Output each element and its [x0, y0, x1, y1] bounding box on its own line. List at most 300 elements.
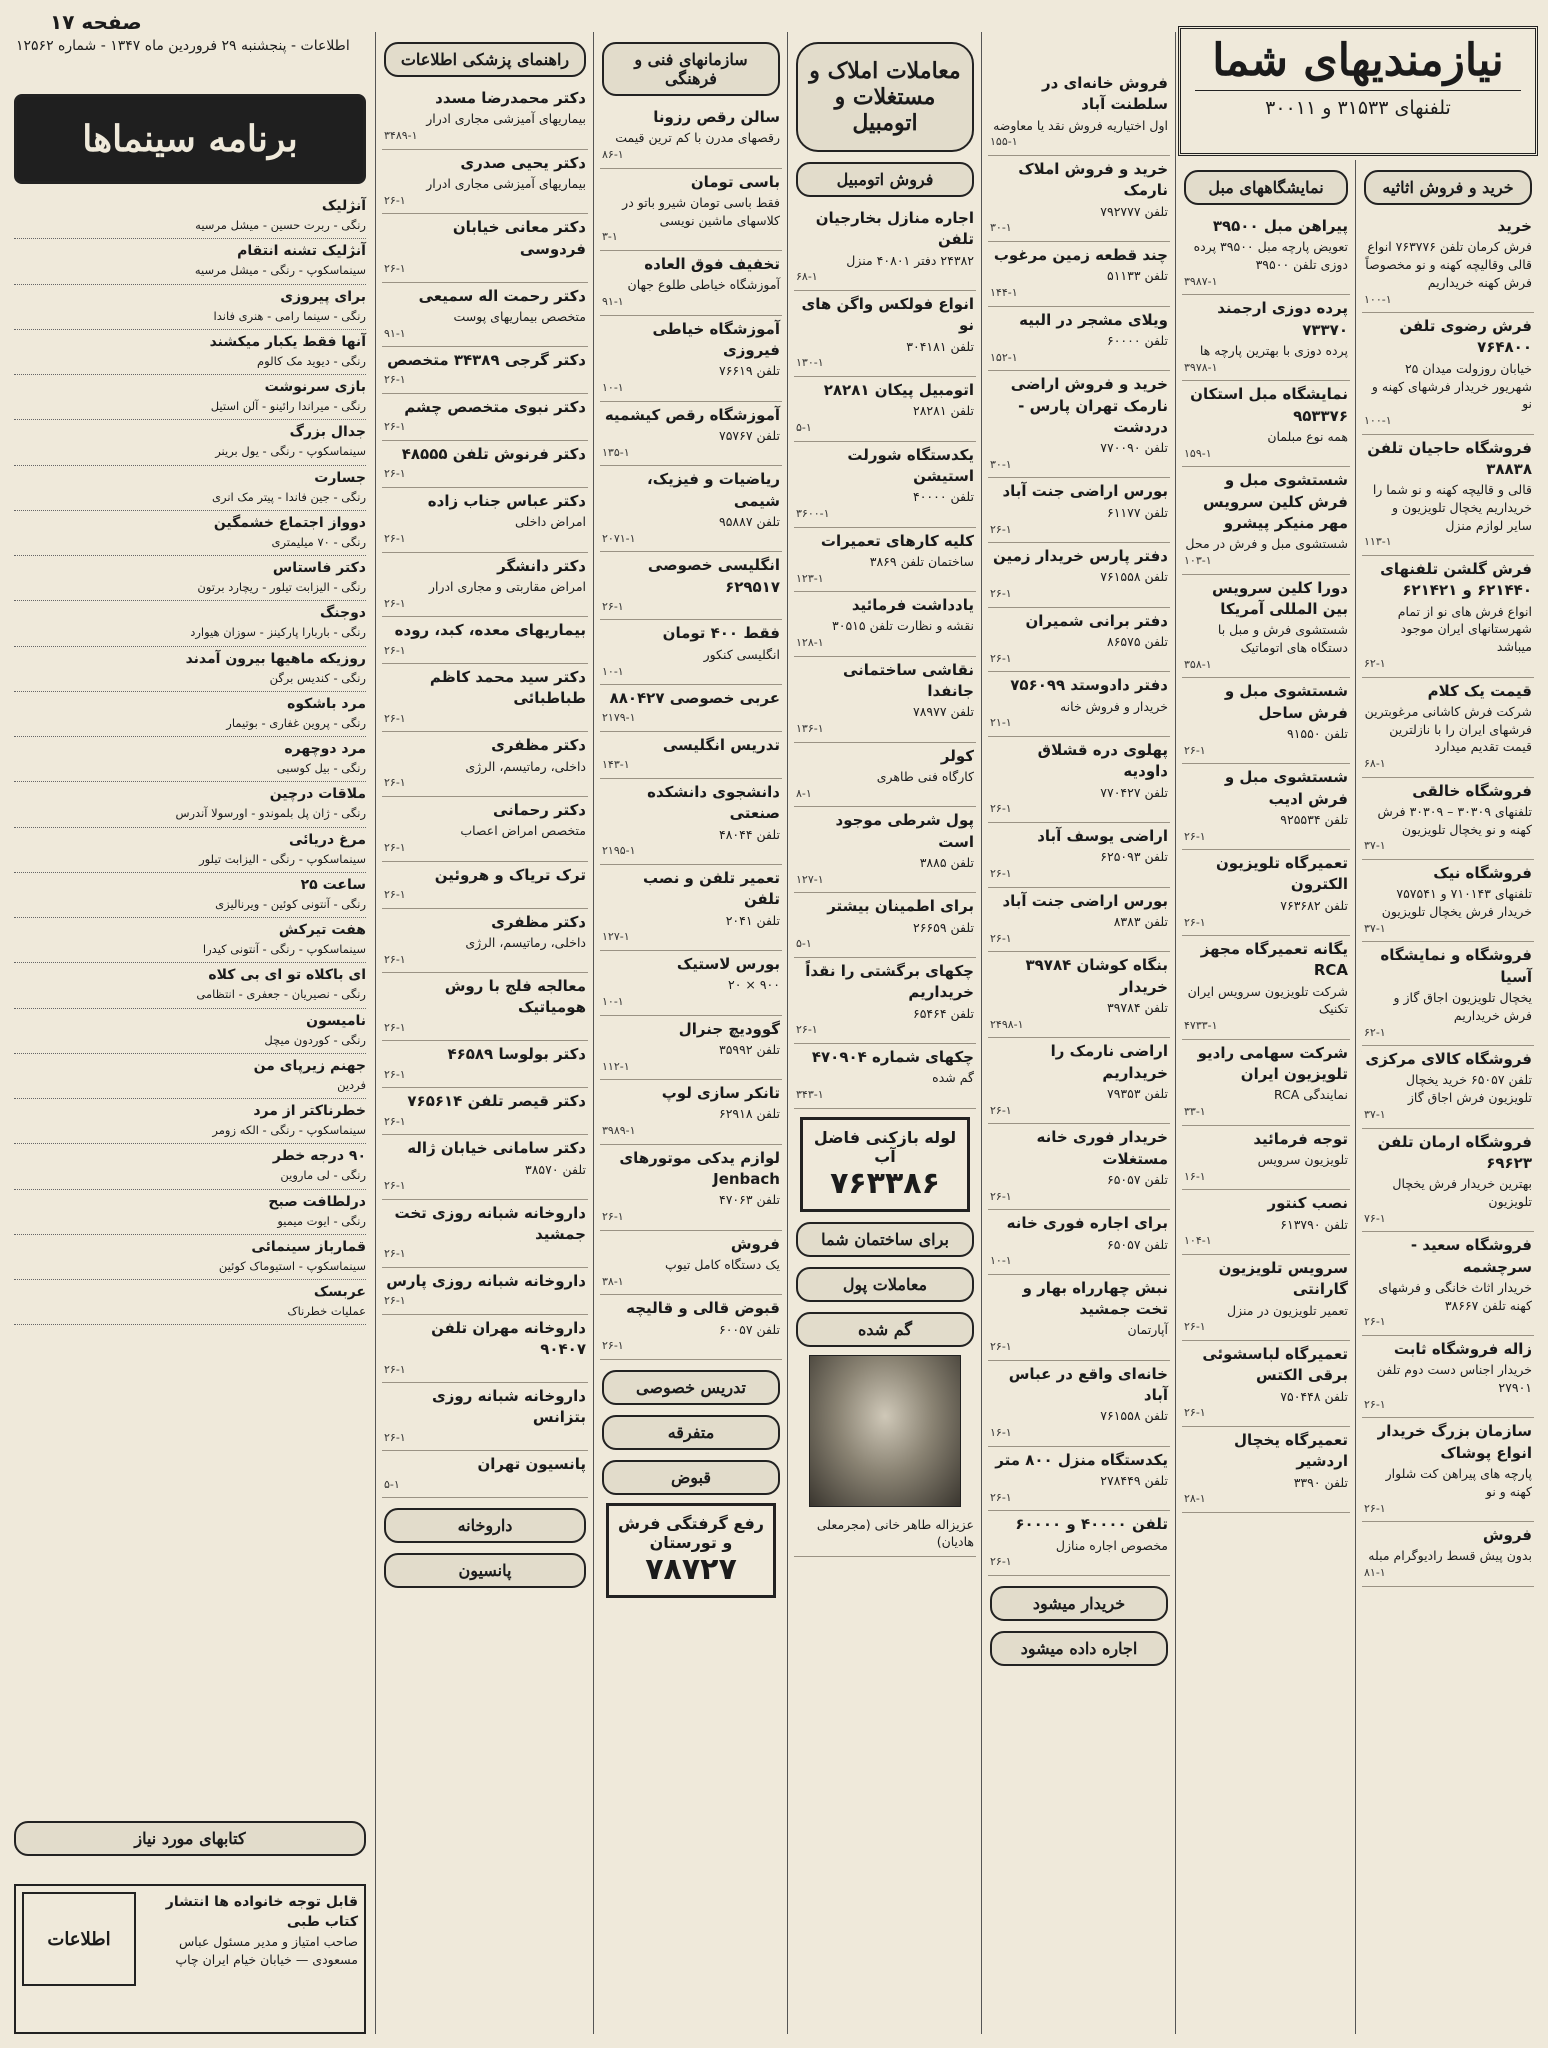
- ad-body: قالی و قالیچه کهنه و نو شما را خریداریم یخچال تلویزیون و سایر لوازم منزل: [1372, 482, 1532, 533]
- ad-body: تلفن ۲۶۶۵۹: [912, 919, 974, 935]
- ad-body: تلفن ۶۲۵۰۹۳: [1100, 849, 1168, 865]
- column-6-ads: [382, 85, 588, 1498]
- classified-ad: [382, 347, 588, 394]
- ad-heading: دکتر رحمانی: [492, 800, 586, 819]
- classified-ad: [600, 779, 782, 865]
- classified-ad: [382, 797, 588, 862]
- ad-code: ۱۰۰-۱: [1364, 292, 1392, 306]
- ad-code: ۲۶-۱: [990, 931, 1012, 945]
- classified-ad: [1182, 850, 1350, 936]
- ad-heading: دکتر سامانی خیابان ژاله: [407, 1139, 586, 1158]
- classified-ad: [600, 1295, 782, 1360]
- classified-ad: [988, 1447, 1170, 1512]
- ad-code: ۱۰-۱: [990, 1254, 1012, 1268]
- ad-body: تعمیر تلویزیون در منزل: [1227, 1302, 1348, 1318]
- classified-ad: [1362, 1046, 1534, 1128]
- cinema-listing: [14, 918, 366, 963]
- ad-body: شستشوی مبل و فرش در محل: [1185, 536, 1348, 552]
- ad-code: ۳۷-۱: [1364, 839, 1386, 853]
- ad-code: ۱۰۴-۱: [1184, 1234, 1212, 1248]
- film-title: مرد باشکوه: [287, 695, 366, 712]
- ad-heading: دانشجوی دانشکده صنعتی: [647, 782, 780, 823]
- ad-body: تلفن ۹۲۵۵۳۴: [1280, 811, 1348, 827]
- ad-heading: اراضی یوسف آباد: [1037, 827, 1168, 846]
- section-header-building: برای ساختمان شما: [796, 1222, 974, 1257]
- film-details: رنگی - ربرت حسین - میشل مرسیه: [195, 218, 366, 232]
- film-title: برای پیروزی: [280, 288, 366, 305]
- ad-heading: یکدستگاه منزل ۸۰۰ متر: [995, 1450, 1168, 1469]
- ad-heading: تانکر سازی لوپ: [661, 1084, 780, 1103]
- ad-code: ۲۶-۱: [384, 887, 406, 901]
- classified-ad: [1362, 556, 1534, 677]
- ad-code: ۹۱-۱: [602, 295, 624, 309]
- cinema-listing: [14, 692, 366, 737]
- cinema-listing: [14, 647, 366, 692]
- ad-code: ۱۱۳-۱: [1364, 535, 1392, 549]
- ad-heading: انگلیسی خصوصی ۶۲۹۵۱۷: [647, 556, 780, 596]
- classified-ad: [382, 1315, 588, 1383]
- section-header-to-buy: خریدار میشود: [990, 1586, 1168, 1621]
- film-details: سینماسکوپ - رنگی - الیزابت تیلور: [199, 851, 366, 866]
- ad-body: تلفن ۷۶۱۵۵۸: [1100, 1408, 1168, 1424]
- film-details: رنگی - جین فاندا - پیتر مک انری: [211, 489, 366, 504]
- ad-code: ۳۰-۱: [990, 457, 1012, 471]
- ad-heading: انواع فولکس واگن های نو: [801, 294, 974, 335]
- column-divider: [593, 32, 594, 2034]
- ad-code: ۳۹۷۸-۱: [1184, 360, 1218, 374]
- ad-body: امراض مقاربتی و مجاری ادرار: [428, 578, 586, 594]
- ad-body: تلفنهای ۷۱۰۱۴۳ و ۷۵۷۵۴۱ خریدار فرش یخچال تلویزیون: [1381, 886, 1532, 920]
- ad-code: ۲۶-۱: [384, 1179, 406, 1193]
- box-ad-phone: ۷۸۷۲۷: [645, 1552, 737, 1588]
- classified-ad: [382, 1268, 588, 1315]
- cinema-listing: [14, 963, 366, 1008]
- film-details: رنگی - میراندا رائینو - آلن استیل: [210, 399, 366, 413]
- classified-ad: [382, 862, 588, 909]
- ad-body: تلفنهای ۳۰۳۰۹ – ۳۰۳۰۹ فرش کهنه و نو یخچال تلویزیون: [1377, 803, 1532, 837]
- classified-ad: [382, 488, 588, 553]
- classified-ad: [1182, 1040, 1350, 1126]
- film-title: جدال بزرگ: [289, 424, 366, 441]
- classified-ad: [382, 283, 588, 348]
- classified-ad: [1362, 1418, 1534, 1522]
- classified-ad: [988, 672, 1170, 737]
- film-details: سینماسکوپ - استیوماک کوئین: [218, 1258, 366, 1273]
- ad-heading: پول شرطی موجود است: [835, 811, 974, 851]
- film-details: سینماسکوپ - رنگی - الکه زومر: [212, 1123, 366, 1137]
- film-details: رنگی - الیزابت تیلور - ریچارد برتون: [197, 580, 366, 594]
- cinema-listing: [14, 1144, 366, 1189]
- ad-body: تلفن ۶۲۹۱۸: [718, 1106, 780, 1122]
- ad-heading: ویلای مشجر در البیه: [1019, 310, 1168, 329]
- classified-ad: [794, 743, 976, 808]
- classified-ad: [382, 1383, 588, 1451]
- film-details: رنگی - ۷۰ میلیمتری: [271, 534, 366, 549]
- ad-heading: دکتر گرجی ۳۴۳۸۹ متخصص: [387, 351, 586, 370]
- film-title: بازی سرنوشت: [264, 379, 366, 395]
- classified-ad: [988, 478, 1170, 543]
- film-details: عملیات خطرناک: [287, 1304, 366, 1318]
- ad-body: تلفن ۷۷۰۴۲۷: [1100, 784, 1168, 800]
- ad-code: ۲۶-۱: [384, 596, 406, 610]
- cinema-listing: [14, 1054, 366, 1099]
- ad-code: ۳-۱: [602, 230, 618, 244]
- ad-code: ۳۸-۱: [602, 1274, 624, 1288]
- column-2: [1178, 160, 1354, 2038]
- classified-ad: [988, 1038, 1170, 1124]
- classified-ad: [1182, 295, 1350, 381]
- ad-body: تلفن ۷۵۰۴۴۸: [1280, 1388, 1348, 1404]
- ad-heading: یکدستگاه شورلت استیشن: [847, 445, 974, 485]
- ad-heading: دکتر نبوی متخصص چشم: [404, 398, 586, 417]
- film-details: رنگی - ایوت میمیو: [277, 1213, 366, 1228]
- ad-heading: پیراهن مبل ۳۹۵۰۰: [1212, 217, 1348, 235]
- classified-ad: [988, 371, 1170, 478]
- ad-code: ۱۴۳-۱: [602, 758, 630, 772]
- classified-ad: [600, 685, 782, 732]
- ad-code: ۳۷-۱: [1364, 921, 1386, 935]
- ad-code: ۲۶-۱: [990, 1189, 1012, 1203]
- column-divider: [787, 32, 788, 2034]
- ad-body: انگلیسی کنکور: [703, 646, 780, 662]
- ad-heading: دکتر مظفری: [491, 912, 586, 931]
- ad-heading: پرده دوزی ارجمند ۷۳۳۷۰: [1217, 299, 1348, 339]
- ad-body: شستشوی فرش و مبل با دستگاه های اتوماتیک: [1217, 622, 1348, 655]
- ad-body: انواع فرش های نو از تمام شهرستانهای ایران موجود میباشد: [1397, 603, 1532, 655]
- ad-heading: توجه فرمائید: [1253, 1129, 1348, 1148]
- classified-ad: [1182, 213, 1350, 295]
- ad-code: ۱۰-۱: [602, 381, 624, 395]
- ad-code: ۳۵۸-۱: [1184, 657, 1212, 671]
- ad-body: همه نوع مبلمان: [1267, 428, 1348, 444]
- ad-body: خریدار اجناس دست دوم تلفن ۲۷۹۰۱: [1376, 1362, 1532, 1396]
- ad-code: ۸۶-۱: [602, 148, 624, 162]
- classified-ad: [1362, 213, 1534, 313]
- classified-ad: [600, 104, 782, 169]
- ad-body: تلفن ۳۹۷۸۴: [1106, 999, 1168, 1015]
- classified-ad: [382, 1451, 588, 1498]
- ad-heading: دکتر بولوسا ۴۶۵۸۹: [447, 1045, 586, 1064]
- ad-heading: بنگاه کوشان ۳۹۷۸۴ خریدار: [1025, 956, 1168, 996]
- ad-heading: داروخانه شبانه روزی تخت جمشید: [394, 1203, 586, 1244]
- books-ad: قابل توجه خانواده ها انتشار کتاب طبی: [165, 1894, 358, 1931]
- classified-ad: [988, 242, 1170, 307]
- classified-ad: [600, 169, 782, 251]
- classified-ad: [1362, 860, 1534, 942]
- ad-heading: فروش خانه‌ای در سلطنت آباد: [1041, 74, 1168, 114]
- classified-ad: [382, 1088, 588, 1135]
- ad-heading: اجاره منازل بخارجیان تلفن: [815, 209, 974, 249]
- cinema-listing: [14, 511, 366, 556]
- ad-code: ۲۶-۱: [384, 467, 406, 481]
- cinema-listing: [14, 330, 366, 375]
- ad-code: ۲۶-۱: [384, 1430, 406, 1444]
- classified-ad: [382, 973, 588, 1041]
- ad-code: ۲۶-۱: [1184, 829, 1206, 843]
- ad-heading: دکتر قیصر تلفن ۷۶۵۶۱۴: [407, 1092, 586, 1111]
- classified-ad: [988, 1361, 1170, 1447]
- ad-heading: خرید و فروش اراضی نارمک تهران پارس - دردشت: [1010, 375, 1168, 436]
- ad-code: ۲۶-۱: [384, 1362, 406, 1376]
- ad-body: فرش کرمان تلفن ۷۶۳۷۷۶ انواع قالی وقالیچه کهنه و نو مخصوصاً فرش کهنه خریداریم: [1365, 239, 1532, 290]
- ad-body: تلفن ۳۸۸۵: [919, 855, 974, 871]
- ad-code: ۲۶-۱: [384, 643, 406, 657]
- column-divider: [981, 32, 982, 2034]
- classified-ad: [382, 214, 588, 282]
- classified-ad: [794, 205, 976, 291]
- film-details: رنگی - سینما رامی - هنری فاندا: [213, 308, 366, 323]
- classified-ad: [794, 592, 976, 657]
- ad-heading: فروش: [730, 1234, 780, 1253]
- ad-heading: دفتر برانی شمیران: [1025, 611, 1168, 630]
- ad-code: ۱۰-۱: [602, 994, 624, 1008]
- classified-ad: [382, 441, 588, 488]
- page-strip: [10, 10, 370, 88]
- ad-code: ۲۶-۱: [384, 261, 406, 275]
- classified-ad: [988, 888, 1170, 953]
- film-details: فردین: [337, 1077, 366, 1092]
- film-title: عربسک: [313, 1284, 366, 1300]
- classified-ad: [382, 150, 588, 215]
- ad-heading: دکتر فرنوش تلفن ۴۸۵۵۵: [401, 444, 586, 463]
- classified-ad: [988, 1511, 1170, 1576]
- ad-code: ۲۴۹۸-۱: [990, 1017, 1024, 1031]
- ad-heading: دفتر دادوستد ۷۵۶۰۹۹: [1010, 676, 1168, 695]
- classified-ad: [382, 909, 588, 974]
- ad-heading: تعمیر تلفن و نصب تلفن: [643, 868, 780, 909]
- ad-body: داخلی، رماتیسم، الرژی: [465, 934, 586, 950]
- ad-heading: یادداشت فرمائید: [851, 596, 974, 615]
- film-title: دوواز اجتماع خشمگین: [213, 514, 366, 531]
- section-header-technical-cultural: سازمانهای فنی و فرهنگی: [602, 42, 780, 96]
- film-details: سینماسکوپ - رنگی - میشل مرسیه: [194, 263, 366, 278]
- section-header-pharmacy: داروخانه: [384, 1508, 586, 1543]
- ad-body: ساختمان تلفن ۳۸۶۹: [869, 553, 974, 569]
- ad-body: تلفن ۲۸۲۸۱: [912, 403, 974, 419]
- classified-ad: [600, 620, 782, 685]
- film-title: روزیکه ماهیها بیرون آمدند: [185, 650, 366, 667]
- classified-ad: [600, 466, 782, 552]
- classified-ad: [988, 307, 1170, 372]
- classified-ad: [794, 657, 976, 743]
- ad-heading: اراضی نارمک را خریداریم: [1050, 1042, 1168, 1082]
- ad-heading: سرویس تلویزیون گارانتی: [1218, 1259, 1348, 1299]
- ad-code: ۵-۱: [384, 1477, 400, 1491]
- cinema-listing: [14, 828, 366, 873]
- ad-heading: عربی خصوصی ۸۸۰۴۲۷: [609, 689, 780, 708]
- film-title: ملاقات درچین: [269, 786, 366, 803]
- classified-ad: [382, 394, 588, 441]
- imprint-line: صاحب امتیاز و مدیر مسئول عباس مسعودی — خیابان خیام ایران چاپ: [175, 1933, 358, 1967]
- classified-ad: [794, 291, 976, 377]
- ad-body: کارگاه فنی طاهری: [876, 769, 974, 785]
- section-header-books: کتابهای مورد نیاز: [14, 1821, 366, 1856]
- ad-heading: فروشگاه کالای مرکزی: [1365, 1050, 1532, 1069]
- classified-ad: [988, 1124, 1170, 1210]
- ad-body: تلفن ۷۶۶۱۹: [718, 363, 780, 379]
- ad-heading: بورس اراضی جنت آباد: [1002, 891, 1168, 910]
- classified-ad: [600, 1145, 782, 1231]
- film-title: درلطافت صبح: [268, 1193, 366, 1210]
- ad-code: ۶۲-۱: [1364, 656, 1386, 670]
- ad-body: تلفن ۶۰۰۰۰: [1106, 332, 1168, 348]
- ad-heading: بورس اراضی جنت آباد: [1002, 482, 1168, 501]
- ad-code: ۳۹۸۹-۱: [602, 1124, 636, 1138]
- ad-code: ۱۵۵-۱: [990, 135, 1018, 149]
- film-title: مرد دوچهره: [284, 741, 366, 757]
- ad-heading: خرید و فروش املاک نارمک: [1018, 159, 1168, 200]
- ad-code: ۲۶-۱: [384, 420, 406, 434]
- classified-ad: [1182, 575, 1350, 679]
- ad-heading: آموزشگاه رقص کیشمیه: [604, 405, 780, 424]
- ad-heading: شستشوی مبل و فرش ادیب: [1224, 768, 1348, 808]
- ad-heading: ترک تریاک و هروئین: [434, 865, 586, 884]
- section-header-receipts: قبوض: [602, 1460, 780, 1495]
- classified-ad: [988, 952, 1170, 1038]
- ad-heading: داروخانه شبانه روزی پارس: [386, 1272, 586, 1291]
- section-header-private-tutoring: تدریس خصوصی: [602, 1370, 780, 1405]
- ad-code: ۲۱-۱: [990, 716, 1012, 730]
- ad-heading: شستشوی مبل و فرش کلین سرویس مهر منیکر پیشرو: [1202, 471, 1348, 532]
- ad-code: ۲۶-۱: [990, 1555, 1012, 1569]
- film-details: رنگی - کندیس برگن: [269, 670, 366, 685]
- ad-code: ۲۶-۱: [384, 776, 406, 790]
- film-title: جهنم زیرپای من: [253, 1057, 366, 1074]
- section-header-furniture-showrooms: نمایشگاههای مبل: [1184, 170, 1348, 205]
- ad-heading: دکتر یحیی صدری: [460, 153, 586, 172]
- box-ad-text: رفع گرفتگی فرش و تورستان: [617, 1514, 765, 1553]
- ad-body: متخصص امراض اعصاب: [460, 823, 586, 839]
- ad-code: ۲۶-۱: [384, 1294, 406, 1308]
- film-details: رنگی - پروین غفاری - بوتیمار: [226, 715, 366, 730]
- ad-code: ۱۲۷-۱: [796, 872, 824, 886]
- film-title: آنژلیک تشنه انتقام: [237, 243, 366, 260]
- ad-body: تلفن ۳۳۹۰: [1293, 1474, 1348, 1490]
- film-title: آنژلیک: [321, 198, 366, 214]
- section-header-lost: گم شده: [796, 1312, 974, 1347]
- classified-ad: [988, 1275, 1170, 1361]
- ad-heading: نقاشی ساختمانی جانفدا: [842, 660, 974, 701]
- ad-heading: یگانه تعمیرگاه مجهز RCA: [1200, 940, 1348, 980]
- classified-ad: [794, 958, 976, 1044]
- ad-heading: دفتر پارس خریدار زمین: [993, 547, 1168, 566]
- ad-heading: نصب کنتور: [1267, 1194, 1348, 1213]
- column-4: [790, 32, 980, 2038]
- ad-heading: دورا کلین سرویس بین المللی آمریکا: [1212, 578, 1348, 618]
- film-title: نامیسون: [306, 1012, 366, 1029]
- classified-ad: [1182, 1427, 1350, 1513]
- ad-code: ۱۰-۱: [602, 664, 624, 678]
- ad-code: ۳۶۰۰-۱: [796, 506, 830, 520]
- cinema-listing: [14, 782, 366, 827]
- film-details: رنگی - کوردون میچل: [264, 1032, 366, 1047]
- masthead-title: نیازمندیهای شما: [1212, 35, 1504, 86]
- ad-body: بهترین خریدار فرش یخچال تلویزیون: [1392, 1176, 1532, 1209]
- classified-ad: [1182, 936, 1350, 1040]
- ad-heading: سازمان بزرگ خریدار انواع پوشاک: [1377, 1422, 1532, 1462]
- ad-code: ۲۶-۱: [384, 373, 406, 387]
- ad-body: پرده دوزی با بهترین پارچه ها: [1199, 343, 1348, 358]
- classified-ad: [1182, 1126, 1350, 1191]
- ad-body: تلفن ۷۵۷۶۷: [718, 427, 780, 443]
- column-divider: [1355, 160, 1356, 2034]
- column-2-ads: [1182, 213, 1350, 1513]
- ad-code: ۱۰۳-۱: [1184, 553, 1212, 567]
- ad-code: ۶۸-۱: [1364, 757, 1386, 771]
- ad-heading: فرش گلشن تلفنهای ۶۲۱۴۴۰ و ۶۲۱۴۲۱: [1380, 560, 1532, 600]
- classified-ad: [794, 807, 976, 893]
- section-header-real-estate: معاملات املاک و مستغلات و اتومبیل: [796, 42, 974, 152]
- ad-code: ۳۹۸۷-۱: [1184, 274, 1218, 288]
- masthead: [1178, 26, 1538, 156]
- classified-ad: [1362, 1129, 1534, 1233]
- ad-heading: چکهای برگشتی را نقداً خریداریم: [805, 962, 974, 1002]
- ad-heading: دکتر دانشگر: [497, 556, 586, 575]
- film-title: جسارت: [314, 469, 366, 486]
- ad-body: تلفن ۶۱۱۷۷: [1106, 504, 1168, 520]
- ad-code: ۲۶-۱: [990, 651, 1012, 665]
- column-5-ads: [600, 104, 782, 1360]
- ad-heading: داروخانه مهران تلفن ۹۰۴۰۷: [431, 1318, 586, 1359]
- ad-heading: خریدار فوری خانه مستغلات: [1036, 1128, 1168, 1168]
- imprint-text: [140, 1892, 358, 1969]
- ad-heading: دکتر مظفری: [491, 736, 586, 755]
- ad-code: ۶۸-۱: [796, 270, 818, 284]
- ad-code: ۲۰۷۱-۱: [602, 531, 636, 545]
- cinema-listing: [14, 737, 366, 782]
- ad-body: تلفن ۷۶۳۶۸۲: [1280, 897, 1348, 913]
- ad-code: ۲۶-۱: [1364, 1501, 1386, 1515]
- ad-body: شرکت تلویزیون سرویس ایران تکنیک: [1187, 983, 1348, 1017]
- ad-code: ۲۶-۱: [1184, 1320, 1206, 1334]
- ad-heading: کلیه کارهای تعمیرات: [820, 531, 974, 550]
- film-title: هفت تیرکش: [278, 922, 366, 938]
- ad-heading: خرید: [1497, 217, 1532, 235]
- classified-ad: [1362, 1522, 1534, 1587]
- film-details: رنگی - ژان پل بلموندو - اورسولا آندرس: [175, 806, 366, 821]
- cinema-listing: [14, 1235, 366, 1280]
- ad-heading: ریاضیات و فیزیک، شیمی: [647, 470, 780, 510]
- ad-code: ۳۷-۱: [1364, 1107, 1386, 1121]
- classified-ad: [1362, 313, 1534, 434]
- ad-code: ۴۷۳۳-۱: [1184, 1019, 1218, 1033]
- ad-code: ۸۱-۱: [1364, 1566, 1386, 1580]
- newspaper-logo: اطلاعات: [22, 1892, 136, 1986]
- film-title: ساعت ۲۵: [300, 876, 366, 893]
- film-details: سینماسکوپ - رنگی - یول برینر: [215, 444, 366, 459]
- portrait-photo: [809, 1355, 961, 1507]
- ad-body: گم شده: [932, 1070, 974, 1086]
- ad-heading: فرش رضوی تلفن ۷۶۴۸۰۰: [1399, 317, 1532, 357]
- film-title: دکتر فاستاس: [272, 560, 366, 576]
- ad-code: ۲۶-۱: [602, 1210, 624, 1224]
- box-ad-phone: ۷۶۳۳۸۶: [830, 1165, 940, 1201]
- ad-heading: آموزشگاه خیاطی فیروزی: [652, 319, 780, 360]
- classified-ad: [988, 1210, 1170, 1275]
- ad-body: بیماریهای آمیزشی مجاری ادرار: [426, 175, 586, 191]
- ad-body: تلفن ۹۵۸۸۷: [718, 513, 780, 529]
- section-header-car-sales: فروش اتومبیل: [796, 162, 974, 197]
- classified-ad: [794, 893, 976, 958]
- ad-code: ۳۳-۱: [1184, 1105, 1206, 1119]
- cinema-listing: [14, 420, 366, 465]
- classified-ad: [1182, 467, 1350, 574]
- ad-body: تعویض پارچه مبل ۳۹۵۰۰ پرده دوزی تلفن ۳۹۵۰۰: [1193, 239, 1348, 273]
- column-3-ads: [988, 70, 1170, 1576]
- ad-code: ۲۶-۱: [990, 1103, 1012, 1117]
- ad-heading: قیمت یک کلام: [1427, 681, 1532, 700]
- classified-ad: [1182, 381, 1350, 467]
